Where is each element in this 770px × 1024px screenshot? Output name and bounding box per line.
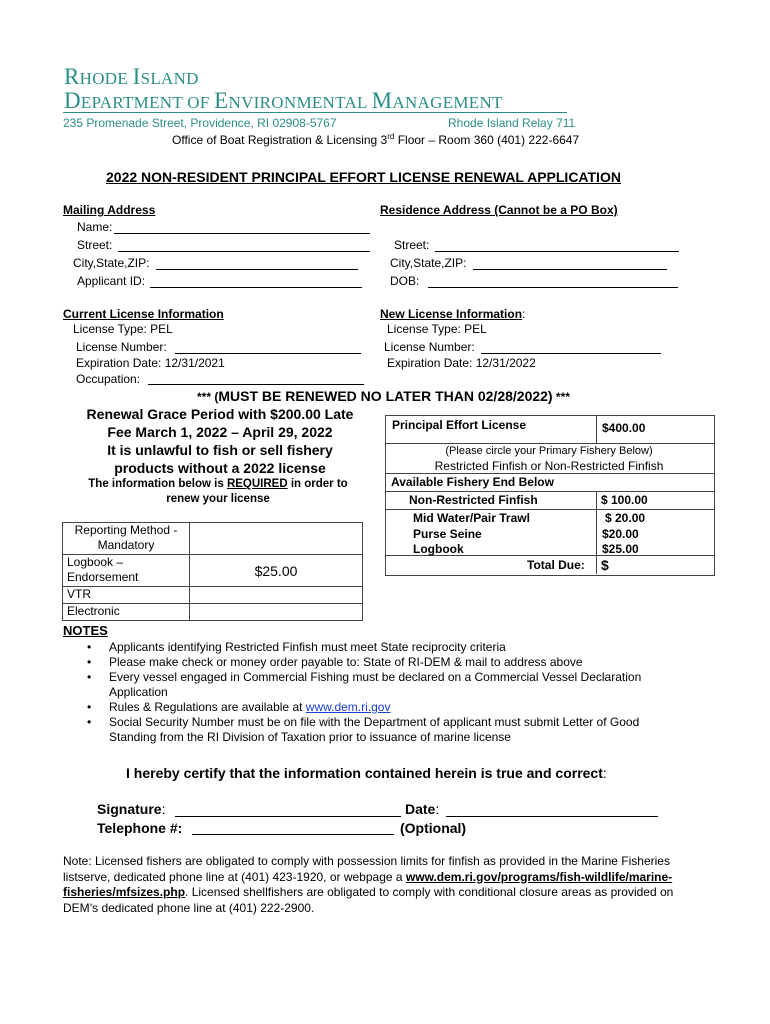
mfsizes-link-part1[interactable]: www.dem.ri.gov/programs/fish-wildlife/marine- (405, 869, 673, 884)
residence-street-label: Street: (394, 238, 430, 252)
reporting-electronic-row[interactable] (63, 604, 363, 621)
agency-title-line1: RHODE ISLAND (64, 64, 199, 89)
electronic-blank (190, 604, 363, 621)
reporting-header-row (63, 523, 363, 555)
reporting-vtr-row[interactable] (63, 587, 363, 604)
signature-label: Signature: (97, 801, 166, 817)
new-license-heading: New License Information: (380, 307, 526, 321)
fishery-item-price: $25.00 (602, 542, 639, 556)
agency-title-line2: DEPARTMENT OF ENVIRONMENTAL MANAGEMENT (64, 88, 503, 113)
current-license-number-field[interactable] (175, 353, 361, 354)
note-item: • Rules & Regulations are available at www.dem.ri.gov (63, 700, 723, 715)
telephone-label: Telephone #: (97, 820, 183, 836)
fishery-item-label: Non-Restricted Finfish (409, 493, 538, 507)
dob-label: DOB: (390, 274, 420, 288)
reporting-header-blank (190, 523, 363, 555)
occupation-field[interactable] (148, 384, 364, 385)
office-line: Office of Boat Registration & Licensing 3rd Floor – Room 360 (401) 222-6647 (172, 132, 580, 147)
relay-line: Rhode Island Relay 711 (448, 116, 576, 130)
mailing-name-field[interactable] (114, 233, 370, 234)
reporting-method-table (62, 522, 363, 621)
dob-field[interactable] (428, 287, 678, 288)
form-title: 2022 NON-RESIDENT PRINCIPAL EFFORT LICENSE RENEWAL APPLICATION (106, 169, 621, 185)
reporting-header-cell: Reporting Method - Mandatory (63, 523, 190, 555)
date-field[interactable] (446, 816, 658, 817)
date-label: Date: (405, 801, 440, 817)
fees-rule-1 (385, 443, 714, 444)
new-license-number-field[interactable] (481, 353, 661, 354)
vtr-cell: VTR (63, 587, 190, 604)
residence-city-label: City,State,ZIP: (390, 256, 467, 270)
fees-rule-3 (385, 491, 714, 492)
notes-heading: NOTES (63, 623, 108, 638)
current-license-number-label: License Number: (76, 340, 167, 354)
note-item: • Every vessel engaged in Commercial Fishing must be declared on a Commercial Vessel Declaration Application (63, 670, 723, 700)
reporting-logbook-row (63, 555, 363, 587)
mfsizes-link-part2[interactable]: fisheries/mfsizes.php (63, 885, 186, 899)
total-due-label: Total Due: (527, 558, 585, 572)
applicant-id-label: Applicant ID: (77, 274, 146, 288)
mailing-street-field[interactable] (118, 251, 370, 252)
mailing-heading: Mailing Address (63, 203, 156, 217)
fees-divider-top (596, 415, 597, 443)
electronic-cell: Electronic (63, 604, 190, 621)
footer-note: Note: Licensed fishers are obligated to comply with possession limits for finfish as provided in the Marine Fisheries listserve, dedicated phone line at (401) 423-1920, or webpage a www.dem.ri.gov/programs/fish-wildlife/marine- fisheries/mfsizes.php. Licensed shellfishers are obligated to comply with conditional closure areas as provided on DEM’s dedicated phone line at (401) 222-2900. (63, 854, 674, 915)
new-license-number-label: License Number: (384, 340, 475, 354)
certification-statement: I hereby certify that the information contained herein is true and correct: (126, 765, 607, 781)
fishery-item-price: $ 20.00 (605, 511, 646, 525)
applicant-id-field[interactable] (150, 287, 362, 288)
optional-label: (Optional) (400, 820, 467, 836)
note-item: • Applicants identifying Restricted Finfish must meet State reciprocity criteria (63, 640, 723, 655)
dem-website-link[interactable]: www.dem.ri.gov (305, 700, 391, 714)
grace-period-notice: Renewal Grace Period with $200.00 Late Fee March 1, 2022 – April 29, 2022 It is unlawful to fish or sell fishery products without a 2022 license (86, 406, 354, 476)
restricted-choice: Restricted Finfish or Non-Restricted Finfish (434, 459, 664, 473)
fees-rule-4 (385, 509, 714, 510)
mailing-name-label: Name: (77, 220, 113, 234)
fishery-item-label: Purse Seine (413, 527, 482, 541)
note-item: • Please make check or money order payable to: State of RI-DEM & mail to address above (63, 655, 723, 670)
principal-effort-fee: $400.00 (602, 421, 646, 435)
mailing-city-field[interactable] (156, 269, 358, 270)
notes-list (63, 640, 723, 745)
vtr-blank (190, 587, 363, 604)
agency-address: 235 Promenade Street, Providence, RI 02908-5767 (63, 116, 337, 130)
mailing-street-label: Street: (77, 238, 113, 252)
total-due-value[interactable]: $ (601, 557, 609, 573)
renewal-deadline: *** (MUST BE RENEWED NO LATER THAN 02/28/2022) *** (197, 388, 570, 404)
logbook-cell: Logbook – Endorsement (63, 555, 190, 587)
fishery-item-label: Logbook (413, 542, 464, 556)
current-license-type: License Type: PEL (73, 322, 173, 336)
fees-rule-2 (385, 473, 714, 474)
telephone-field[interactable] (192, 834, 394, 835)
circle-fishery-instruction: (Please circle your Primary Fishery Below) (445, 445, 653, 457)
residence-heading: Residence Address (Cannot be a PO Box) (380, 203, 618, 217)
mailing-city-label: City,State,ZIP: (73, 256, 150, 270)
residence-city-field[interactable] (473, 269, 667, 270)
fees-divider-bottom (596, 491, 597, 574)
new-license-type: License Type: PEL (387, 322, 487, 336)
current-license-heading: Current License Information (63, 307, 224, 321)
fishery-item-price: $20.00 (602, 527, 639, 541)
required-info-note: The information below is REQUIRED in order to renew your license (88, 478, 348, 505)
occupation-label: Occupation: (76, 372, 141, 386)
fishery-item-price: $ 100.00 (601, 493, 648, 507)
header-rule (63, 112, 567, 113)
fishery-item-label: Mid Water/Pair Trawl (413, 511, 530, 525)
signature-field[interactable] (175, 816, 401, 817)
new-expiration: Expiration Date: 12/31/2022 (387, 356, 536, 370)
principal-effort-label: Principal Effort License (392, 418, 527, 432)
current-expiration: Expiration Date: 12/31/2021 (76, 356, 225, 370)
endorsement-heading: Available Fishery End Below (391, 475, 554, 489)
residence-street-field[interactable] (435, 251, 679, 252)
note-item: • Social Security Number must be on file with the Department of applicant must submit Letter of Good Standing from the RI Division of Taxation prior to issuance of marine license (63, 715, 723, 745)
logbook-fee: $25.00 (190, 555, 363, 587)
